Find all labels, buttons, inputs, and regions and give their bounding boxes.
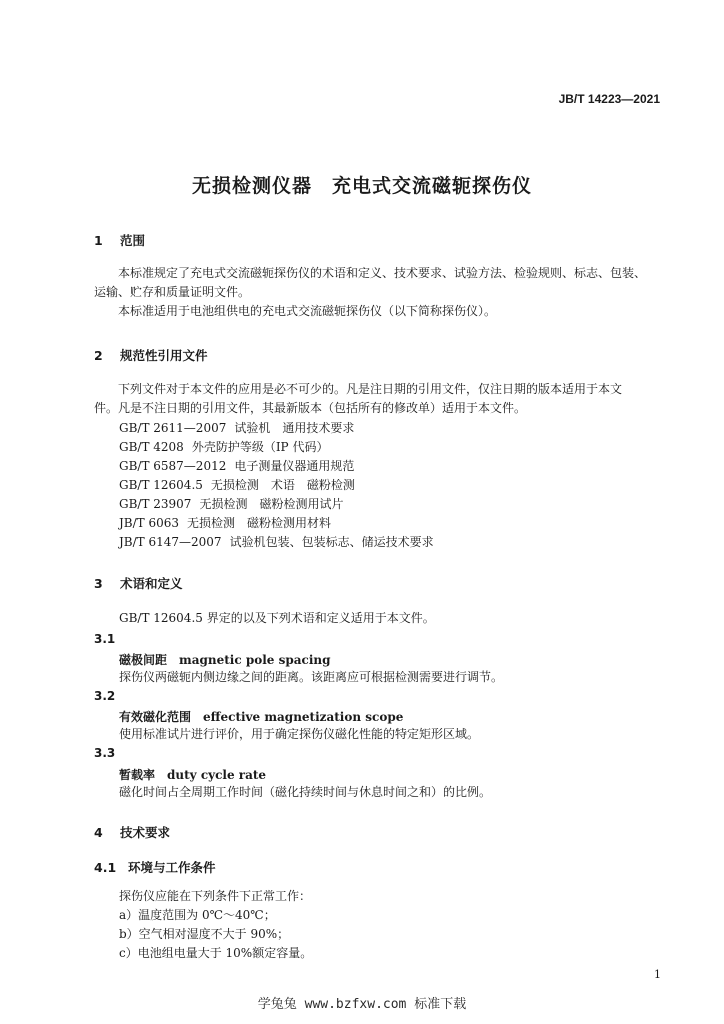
subsection-number: 4.1 [94, 860, 117, 875]
reference-title: 电子测量仪器通用规范 [234, 459, 355, 473]
section-number: 2 [94, 348, 103, 363]
list-item: b）空气相对湿度不大于 90%； [119, 927, 290, 941]
term-name-cn: 有效磁化范围 [119, 710, 192, 724]
reference-title: 无损检测 [199, 497, 248, 511]
subsection-heading-4-1 [94, 858, 216, 876]
paragraph-continuation: 件。凡是不注日期的引用文件，其最新版本（包括所有的修改单）适用于本文件。 [94, 401, 527, 415]
subsection-title: 环境与工作条件 [128, 860, 216, 875]
page-title: 无损检测仪器 充电式交流磁轭探伤仪 [191, 175, 532, 197]
section-heading-4 [94, 823, 170, 841]
section-heading-1 [94, 231, 145, 249]
reference-subtitle: 磁粉检测 [306, 478, 355, 492]
term-name [119, 708, 403, 725]
paragraph: 本标准适用于电池组供电的充电式交流磁轭探伤仪（以下简称探伤仪）。 [118, 304, 497, 318]
standard-code: JB/T 14223—2021 [558, 92, 660, 106]
term-name [119, 651, 331, 668]
list-item: a）温度范围为 0℃～40℃； [119, 908, 276, 922]
footer-watermark: 学兔兔 www.bzfxw.com 标准下载 [257, 997, 467, 1012]
reference-code: GB/T 12604.5 [119, 478, 203, 492]
reference-code: GB/T 4208 [119, 440, 184, 454]
reference-code: JB/T 6147—2007 [119, 535, 222, 549]
section-heading-2 [94, 346, 208, 364]
section-number: 4 [94, 825, 103, 840]
reference-title: 试验机 [234, 421, 271, 435]
section-title: 术语和定义 [120, 576, 183, 591]
reference-item [119, 533, 446, 552]
reference-item [119, 438, 446, 457]
term-name-en: duty cycle rate [167, 768, 267, 782]
subsection-intro: 探伤仪应能在下列条件下正常工作： [119, 889, 312, 903]
paragraph-continuation: 运输、贮存和质量证明文件。 [94, 285, 251, 299]
term-definition: 探伤仪两磁轭内侧边缘之间的距离。该距离应可根据检测需要进行调节。 [119, 670, 504, 684]
term-number: 3.3 [94, 746, 116, 760]
paragraph: 下列文件对于本文件的应用是必不可少的。凡是注日期的引用文件，仅注日期的版本适用于本文 [118, 382, 623, 396]
reference-title: 试验机包装、包装标志、储运技术要求 [229, 535, 434, 549]
reference-item [119, 514, 446, 533]
reference-code: GB/T 23907 [119, 497, 192, 511]
section-2-body [94, 380, 672, 418]
reference-item [119, 476, 446, 495]
reference-list [119, 419, 446, 552]
section-number: 3 [94, 576, 103, 591]
reference-subtitle: 通用技术要求 [282, 421, 355, 435]
term-number: 3.1 [94, 632, 116, 646]
section-title: 技术要求 [120, 825, 171, 840]
section-title: 规范性引用文件 [120, 348, 208, 363]
reference-title: 外壳防护等级（IP 代码） [191, 440, 329, 454]
term-name [119, 766, 266, 783]
term-name-cn: 磁极间距 [119, 653, 168, 667]
paragraph: 本标准规定了充电式交流磁轭探伤仪的术语和定义、技术要求、试验方法、检验规则、标志、包装、 [118, 266, 647, 280]
section-title: 范围 [120, 233, 146, 248]
reference-item [119, 457, 446, 476]
reference-subtitle: 磁粉检测用试片 [259, 497, 344, 511]
reference-item [119, 419, 446, 438]
term-name-en: effective magnetization scope [203, 710, 404, 724]
reference-title: 无损检测 [187, 516, 236, 530]
page-number: 1 [654, 968, 661, 981]
reference-title: 无损检测 术语 [210, 478, 295, 492]
reference-item [119, 495, 446, 514]
section-number: 1 [94, 233, 103, 248]
section-heading-3 [94, 574, 183, 592]
term-name-cn: 暂载率 [119, 768, 156, 782]
section-3-intro: GB/T 12604.5 界定的以及下列术语和定义适用于本文件。 [119, 611, 435, 625]
reference-code: GB/T 2611—2007 [119, 421, 227, 435]
term-definition: 使用标准试片进行评价，用于确定探伤仪磁化性能的特定矩形区域。 [119, 727, 480, 741]
reference-code: GB/T 6587—2012 [119, 459, 227, 473]
term-definition: 磁化时间占全周期工作时间（磁化持续时间与休息时间之和）的比例。 [119, 785, 492, 799]
reference-code: JB/T 6063 [119, 516, 180, 530]
reference-subtitle: 磁粉检测用材料 [247, 516, 332, 530]
term-name-en: magnetic pole spacing [179, 653, 331, 667]
section-1-body [94, 264, 672, 321]
list-item: c）电池组电量大于 10%额定容量。 [119, 946, 313, 960]
term-number: 3.2 [94, 689, 116, 703]
